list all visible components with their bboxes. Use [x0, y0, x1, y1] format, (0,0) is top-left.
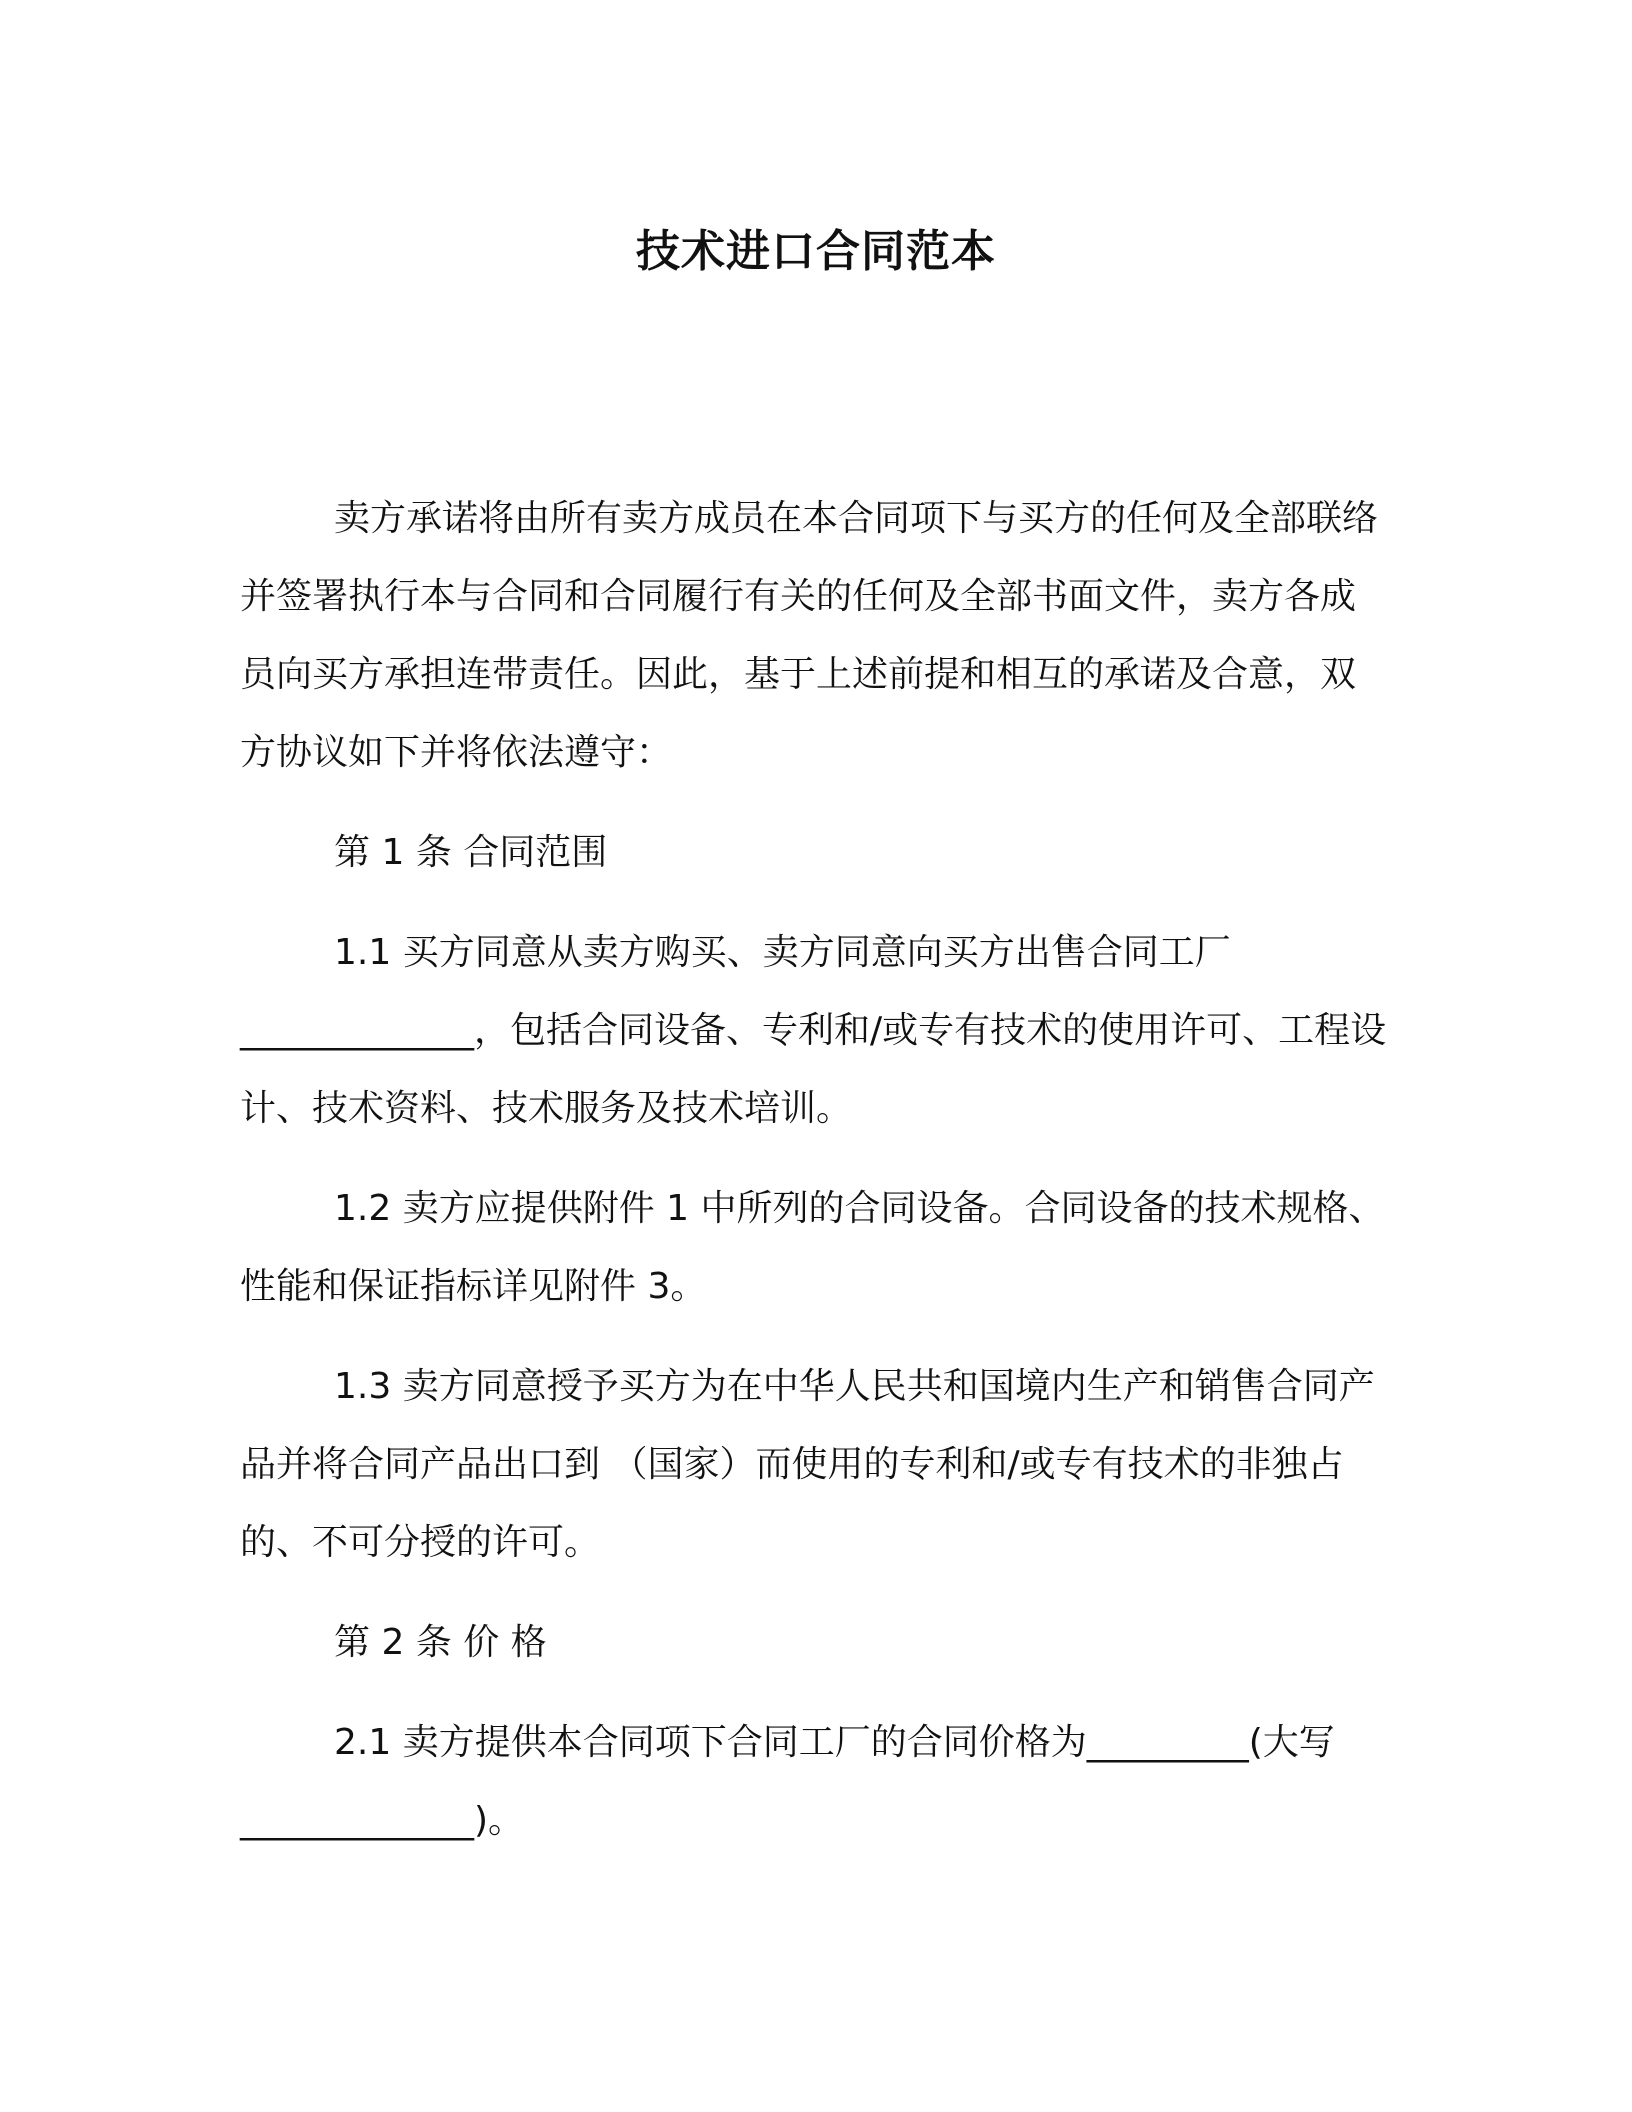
clause-1-1: 1.1 买方同意从卖方购买、卖方同意向买方出售合同工厂_____________，包括合同设备、专利和/或专有技术的使用许可、工程设计、技术资料、技术服务及技术培训。	[240, 932, 1387, 1129]
article-1-heading: 第 1 条 合同范围	[334, 832, 608, 873]
paragraph-gap	[240, 1682, 1390, 1704]
paragraph-preamble: 卖方承诺将由所有卖方成员在本合同项下与买方的任何及全部联络并签署执行本与合同和合同履行有关的任何及全部书面文件，卖方各成员向买方承担连带责任。因此，基于上述前提和相互的承诺及合意，双方协议如下并将依法遵守：	[240, 498, 1379, 773]
article-2-heading: 第 2 条 价 格	[334, 1622, 547, 1663]
clause-1-2: 1.2 卖方应提供附件 1 中所列的合同设备。合同设备的技术规格、性能和保证指标详见附件 3。	[240, 1188, 1385, 1307]
paragraph-gap	[240, 1582, 1390, 1604]
document-title: 技术进口合同范本	[636, 226, 996, 277]
clause-1-3: 1.3 卖方同意授予买方为在中华人民共和国境内生产和销售合同产品并将合同产品出口到 （国家）而使用的专利和/或专有技术的非独占的、不可分授的许可。	[240, 1366, 1375, 1563]
paragraph-gap	[240, 1326, 1390, 1348]
paragraph-gap	[240, 892, 1390, 914]
paragraph-gap	[240, 1148, 1390, 1170]
paragraph-gap	[240, 792, 1390, 814]
clause-2-1: 2.1 卖方提供本合同项下合同工厂的合同价格为_________(大写_____________)。	[240, 1722, 1335, 1841]
document-body	[240, 480, 1390, 1860]
